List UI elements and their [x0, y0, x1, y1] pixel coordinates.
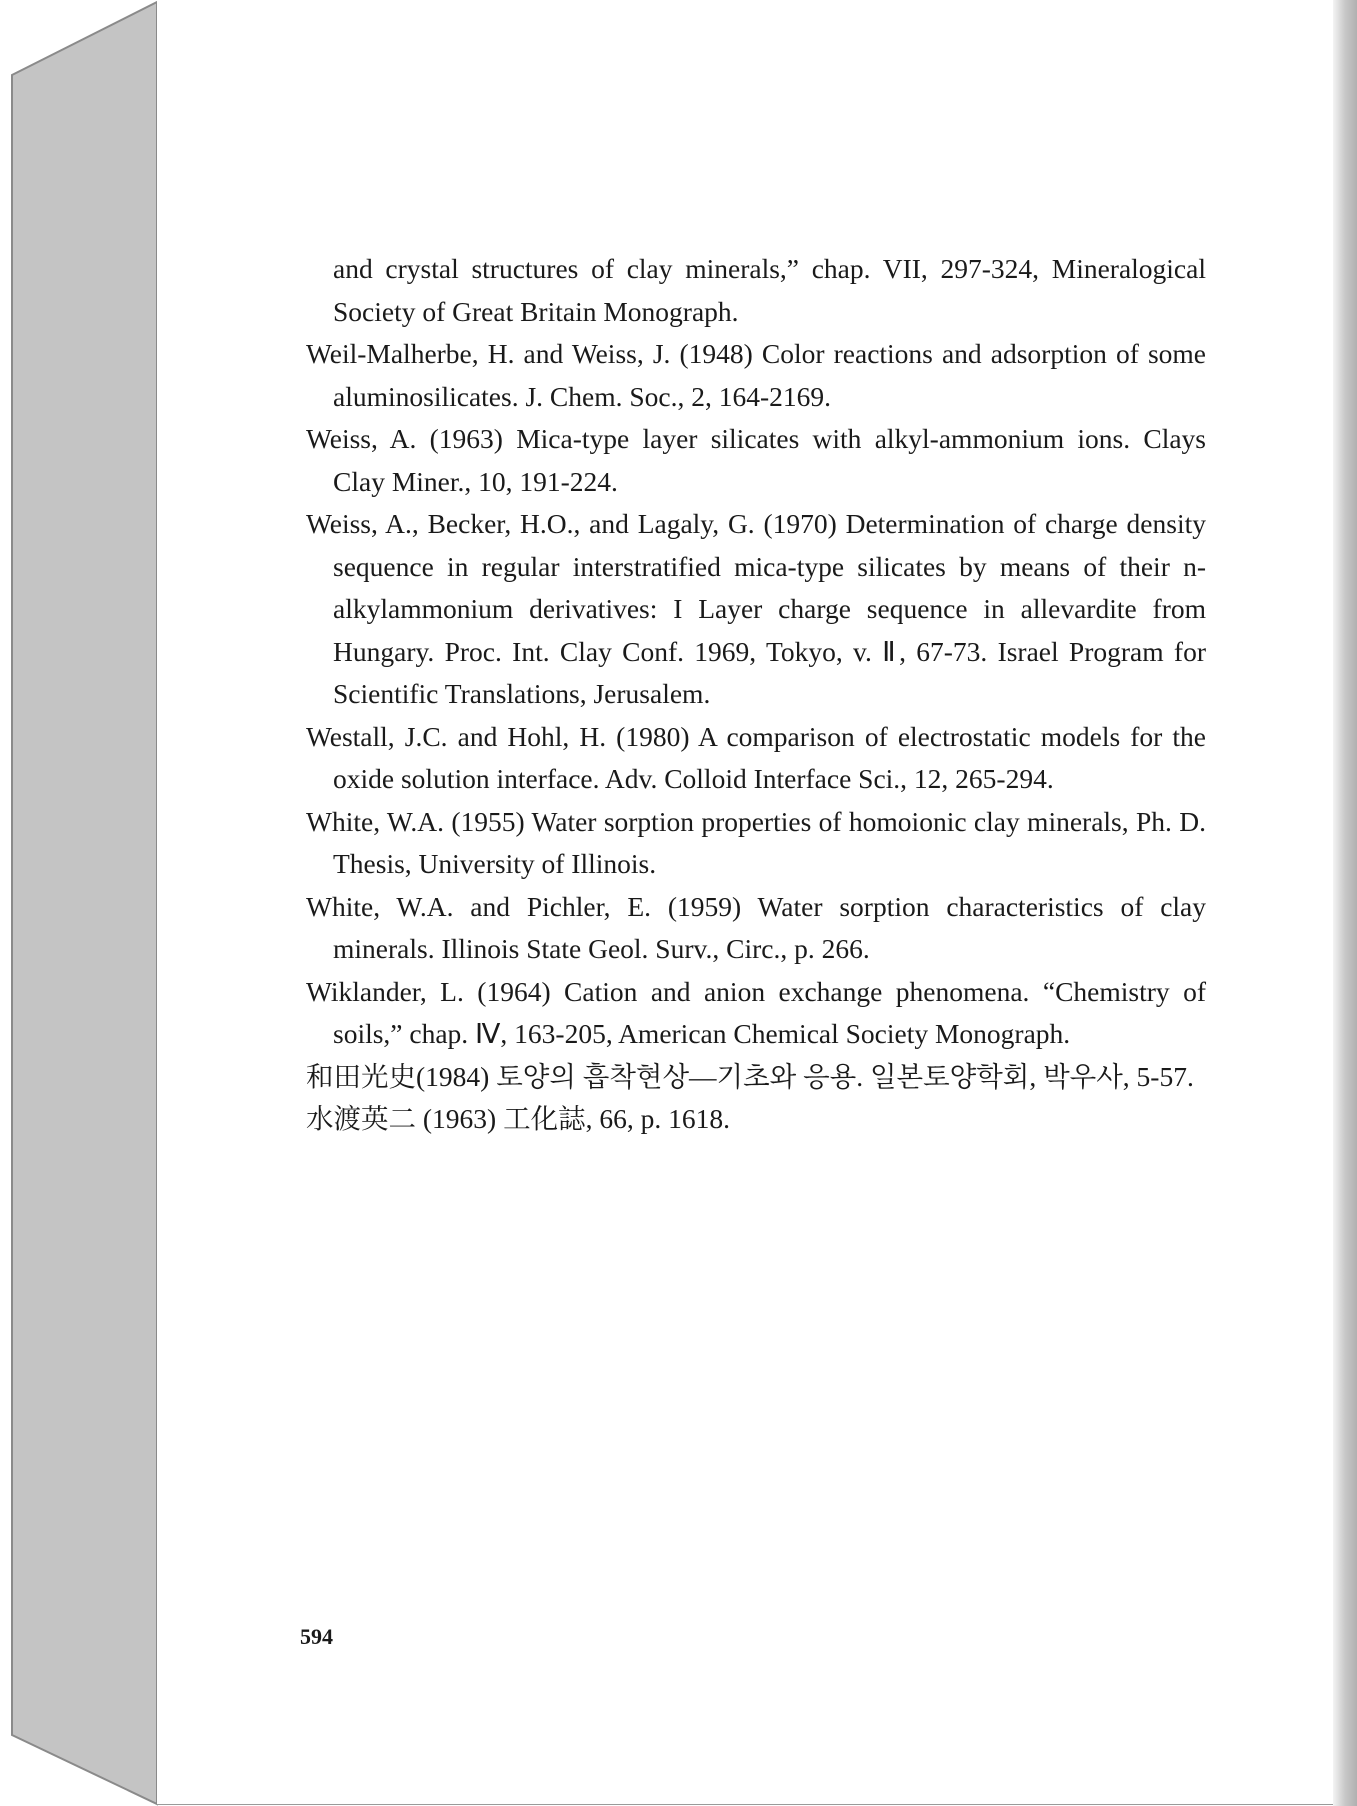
- reference-entry: White, W.A. and Pichler, E. (1959) Water sorption characteristics of clay minerals. Illinois State Geol. Surv., Circ., p. 266.: [306, 890, 1206, 964]
- reference-entry: Weil-Malherbe, H. and Weiss, J. (1948) Color reactions and adsorption of some aluminosilicates. J. Chem. Soc., 2, 164-2169.: [306, 338, 1206, 412]
- book-side-face: [12, 2, 157, 1804]
- reference-entry: White, W.A. (1955) Water sorption properties of homoionic clay minerals, Ph. D. Thesis, University of Illinois.: [306, 805, 1206, 879]
- reference-entry: and crystal structures of clay minerals,” chap. VII, 297-324, Mineralogical Society of Great Britain Monograph.: [333, 253, 1206, 327]
- page-right-shadow: [1333, 0, 1357, 1806]
- page-number: 594: [300, 1624, 333, 1649]
- reference-list: [306, 248, 1206, 1141]
- reference-entry: Weiss, A. (1963) Mica-type layer silicates with alkyl-ammonium ions. Clays Clay Miner., 10, 191-224.: [306, 423, 1206, 497]
- reference-entry: Westall, J.C. and Hohl, H. (1980) A comparison of electrostatic models for the oxide solution interface. Adv. Colloid Interface Sci., 12, 265-294.: [306, 720, 1206, 794]
- reference-entry: 和田光史(1984) 토양의 흡착현상—기초와 응용. 일본토양학회, 박우사, 5-57.: [306, 1060, 1194, 1092]
- reference-entry: Weiss, A., Becker, H.O., and Lagaly, G. (1970) Determination of charge density sequence in regular interstratified mica-type silicates by means of their n-alkylammonium derivatives: I Layer charge sequence in allevardite from Hungary. Proc. Int. Clay Conf. 1969, Tokyo, v. Ⅱ, 67-73. Israel Program for Scientific Translations, Jerusalem.: [306, 508, 1206, 709]
- reference-entry: Wiklander, L. (1964) Cation and anion exchange phenomena. “Chemistry of soils,” chap. Ⅳ, 163-205, American Chemical Society Monograph.: [306, 975, 1206, 1049]
- reference-entry: 水渡英二 (1963) 工化誌, 66, p. 1618.: [306, 1103, 730, 1134]
